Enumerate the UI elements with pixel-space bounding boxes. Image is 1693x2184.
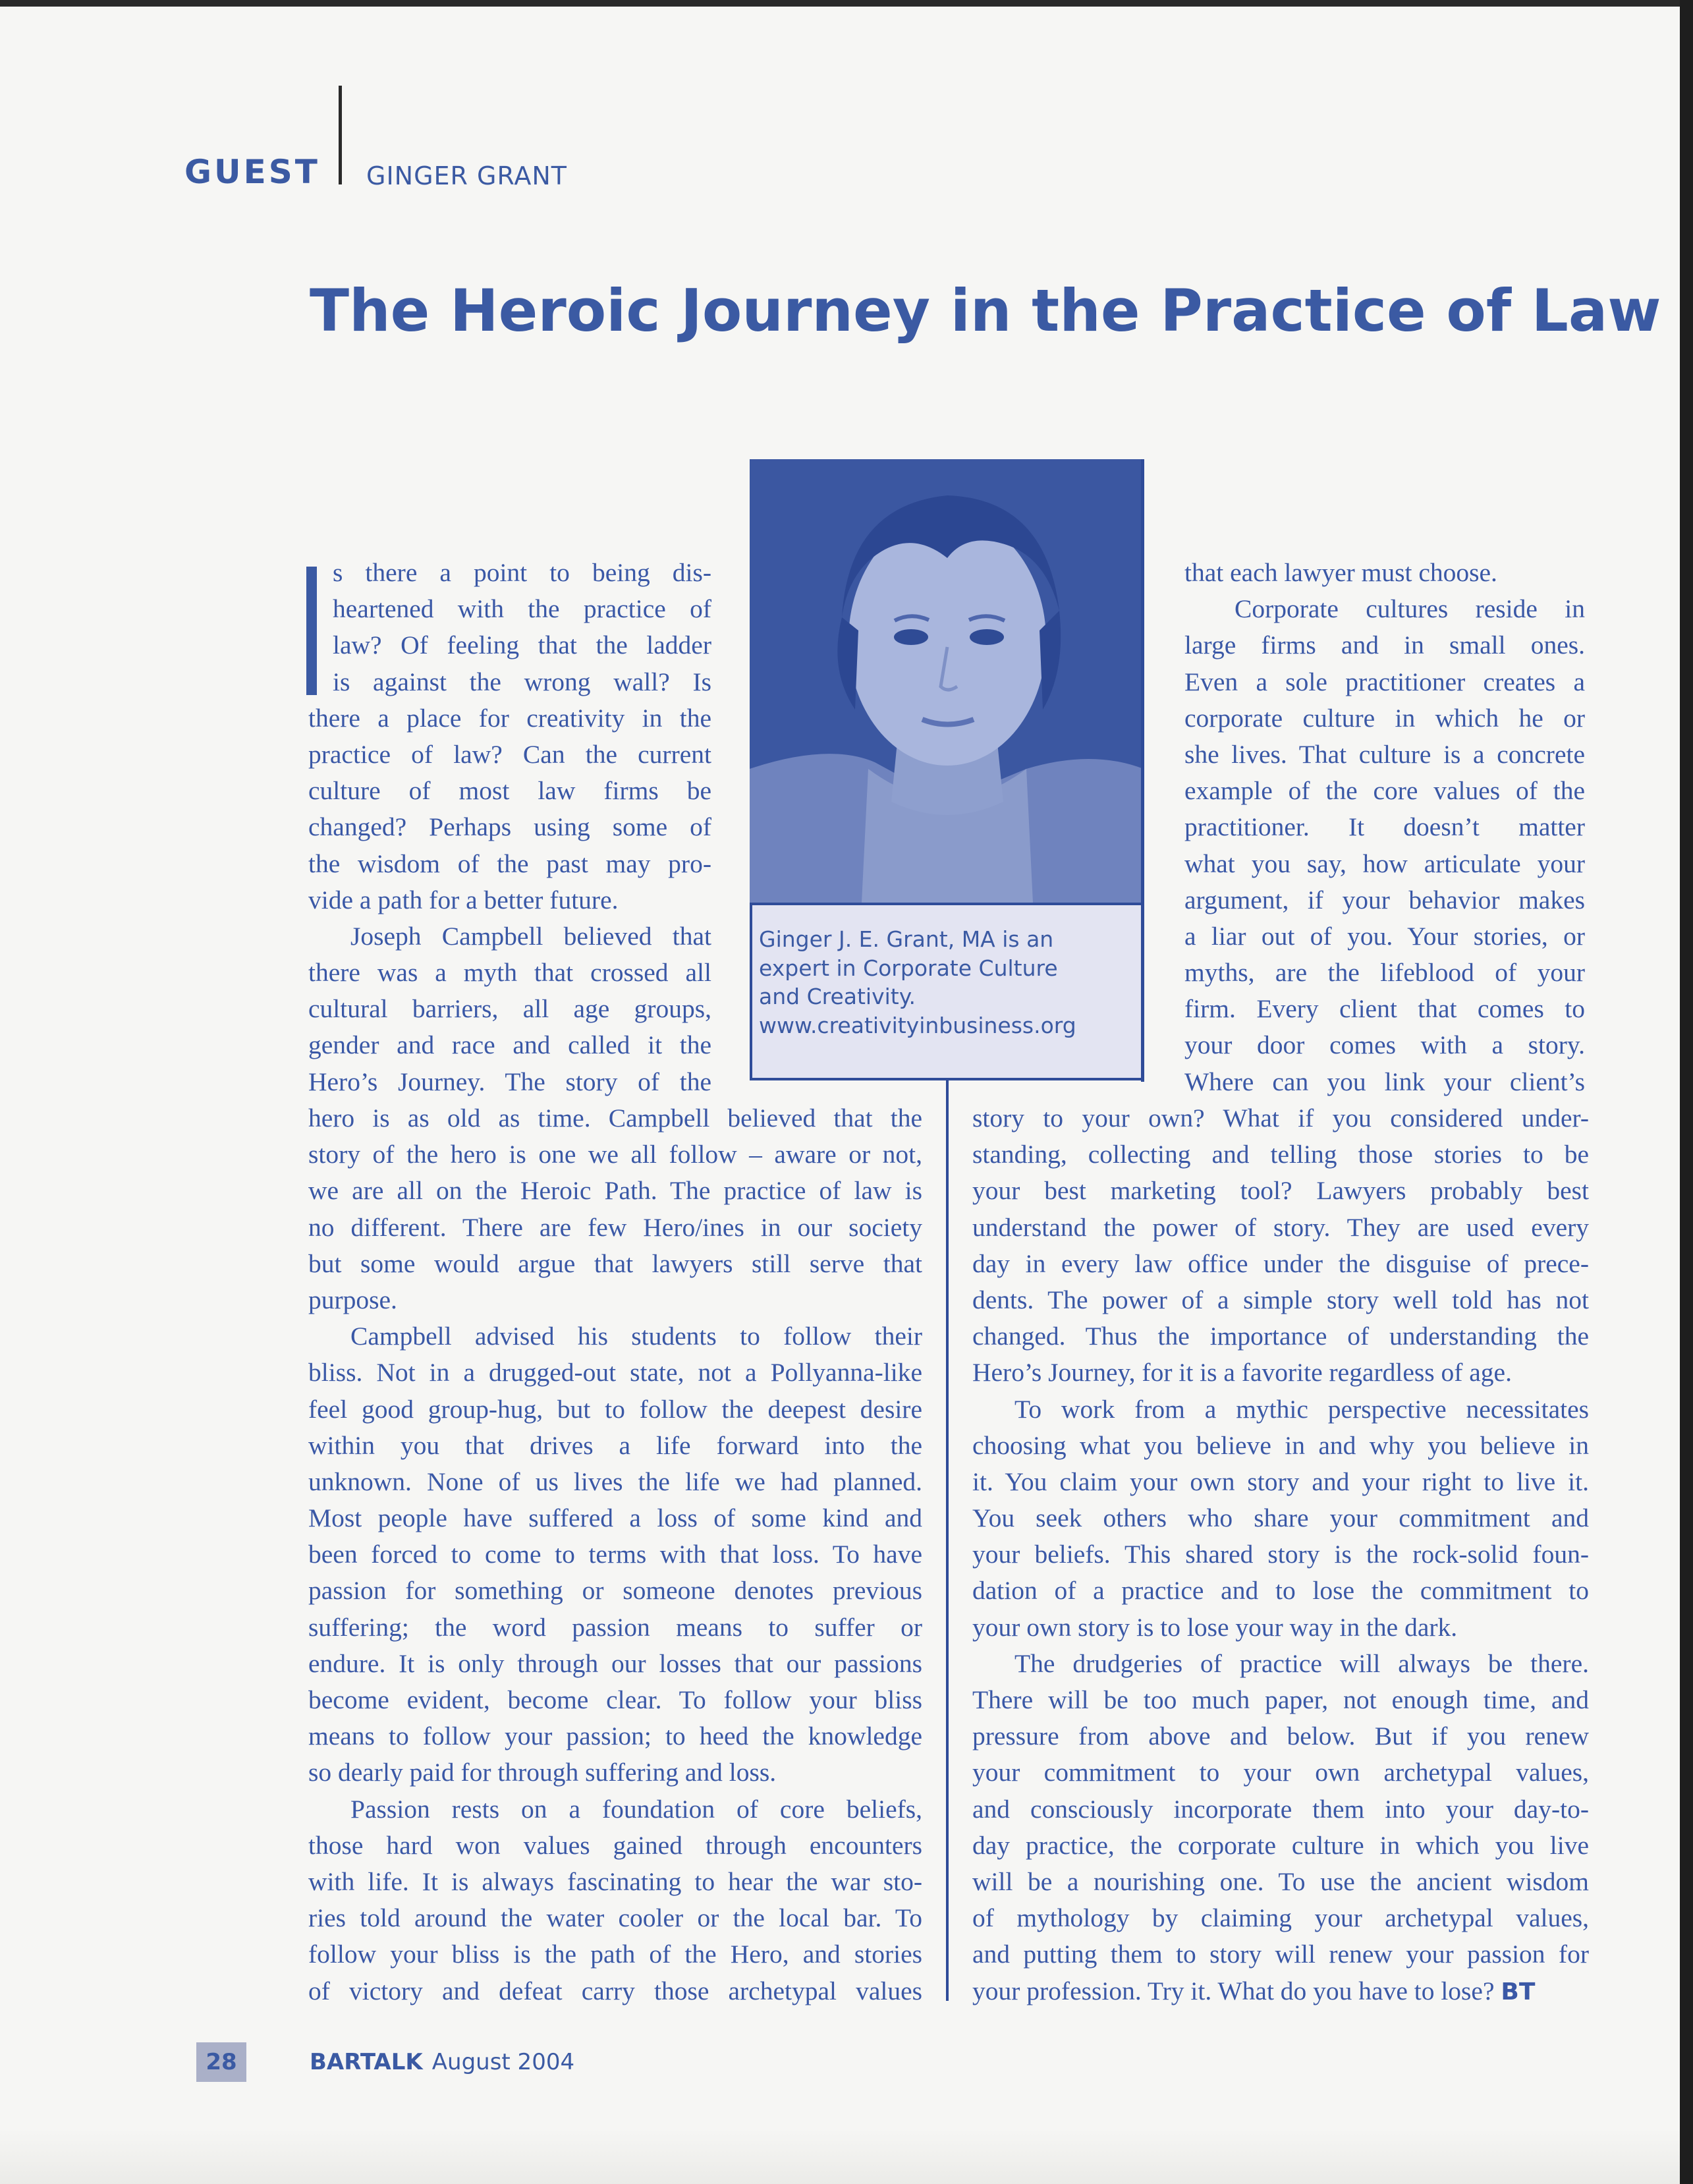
header-divider (339, 86, 342, 184)
caption-line: Ginger J. E. Grant, MA is an (759, 926, 1054, 952)
text-line: there a place for creativity in the (308, 703, 711, 733)
author-bio-caption (750, 903, 1144, 1080)
text-line: Most people have suffered a loss of some kind and (308, 1503, 922, 1533)
text-line: corporate culture in which he or (1184, 703, 1585, 733)
text-line: practitioner. It doesn’t matter (1184, 812, 1585, 842)
text-line-last (972, 1973, 1589, 2009)
text-line: culture of most law firms be (308, 776, 711, 806)
sidebar-rule (1141, 459, 1144, 1082)
text-line: become evident, become clear. To follow your bliss (308, 1685, 922, 1714)
bottom-margin (0, 2128, 1680, 2184)
text-line: There will be too much paper, not enough time, and (972, 1685, 1589, 1714)
text-line: heartened with the practice of (333, 594, 711, 624)
text-line: and putting them to story will renew your passion for (972, 1940, 1589, 1969)
text-line: Campbell advised his students to follow their (350, 1322, 922, 1351)
text-line: Hero’s Journey. The story of the (308, 1067, 711, 1096)
text-line: she lives. That culture is a concrete (1184, 739, 1585, 769)
text-line: but some would argue that lawyers still serve that (308, 1248, 922, 1278)
author-photo (750, 459, 1144, 903)
text-line: what you say, how articulate your (1184, 849, 1585, 878)
text-line: unknown. None of us lives the life we had planned. (308, 1467, 922, 1496)
page-number: 28 (196, 2042, 246, 2082)
text-line: your own story is to lose your way in the dark. (972, 1612, 1458, 1642)
text-line: feel good group-hug, but to follow the deepest desire (308, 1394, 922, 1424)
text-line: vide a path for a better future. (308, 885, 619, 914)
text-line: Joseph Campbell believed that (350, 921, 711, 951)
text-line: Corporate cultures reside in (1235, 594, 1585, 624)
caption-line: expert in Corporate Culture (759, 955, 1058, 981)
column-1-wrap-top (333, 555, 711, 700)
text-line: The drudgeries of practice will always be there. (1014, 1648, 1589, 1678)
author-name: GINGER GRANT (366, 161, 567, 190)
text-line: Hero’s Journey, for it is a favorite regardless of age. (972, 1358, 1512, 1387)
right-edge (1680, 0, 1693, 2184)
column-2-lower (972, 1100, 1589, 2009)
text-line: and consciously incorporate them into your day-to- (972, 1794, 1589, 1824)
text-line: follow your bliss is the path of the Hero, and stories (308, 1940, 922, 1969)
caption-line: and Creativity. (759, 984, 916, 1010)
text-line: of victory and defeat carry those archetypal values (308, 1976, 922, 2005)
text-line: example of the core values of the (1184, 776, 1585, 806)
column-2-upper (1184, 555, 1585, 1100)
text-line: so dearly paid for through suffering and loss. (308, 1758, 777, 1787)
text-line: there was a myth that crossed all (308, 958, 711, 988)
text-line: those hard won values gained through encounters (308, 1830, 922, 1860)
text-line: purpose. (308, 1285, 397, 1314)
text-line: your beliefs. This shared story is the rock-solid foun- (972, 1540, 1589, 1569)
text-line: day practice, the corporate culture in which you live (972, 1830, 1589, 1860)
text-line: dation of a practice and to lose the commitment to (972, 1576, 1589, 1606)
text-line: Even a sole practitioner creates a (1184, 667, 1585, 696)
text-line: understand the power of story. They are used every (972, 1212, 1589, 1242)
text-line: your profession. Try it. What do you have to lose? (972, 1976, 1495, 2005)
text-line: large firms and in small ones. (1184, 630, 1585, 660)
text-line: will be a nourishing one. To use the ancient wisdom (972, 1866, 1589, 1896)
text-line: day in every law office under the disguise of prece- (972, 1248, 1589, 1278)
text-line: changed. Thus the importance of understanding the (972, 1322, 1589, 1351)
text-line: practice of law? Can the current (308, 739, 711, 769)
text-line: your commitment to your own archetypal values, (972, 1758, 1589, 1787)
text-line: suffering; the word passion means to suffer or (308, 1612, 922, 1642)
text-line: changed? Perhaps using some of (308, 812, 711, 842)
text-line: we are all on the Heroic Path. The practice of law is (308, 1176, 922, 1206)
text-line: hero is as old as time. Campbell believed that the (308, 1104, 922, 1133)
text-line: endure. It is only through our losses that our passions (308, 1648, 922, 1678)
text-line: argument, if your behavior makes (1184, 885, 1585, 914)
text-line: story to your own? What if you considered under- (972, 1104, 1589, 1133)
text-line: the wisdom of the past may pro- (308, 849, 711, 878)
issue-date: August 2004 (431, 2049, 575, 2075)
column-1-lower (308, 1100, 922, 2009)
text-line: means to follow your passion; to heed the knowledge (308, 1722, 922, 1751)
drop-cap-I (306, 567, 317, 695)
text-line: a liar out of you. Your stories, or (1184, 921, 1585, 951)
text-line: with life. It is always fascinating to hear the war sto- (308, 1866, 922, 1896)
column-rule (946, 1080, 949, 2001)
footer-publication (310, 2049, 574, 2075)
text-line: Where can you link your client’s (1184, 1067, 1585, 1096)
text-line: standing, collecting and telling those stories to be (972, 1140, 1589, 1169)
text-line: that each lawyer must choose. (1184, 558, 1497, 587)
text-line: choosing what you believe in and why you believe in (972, 1430, 1589, 1460)
column-1-upper (308, 700, 711, 1100)
text-line: passion for something or someone denotes previous (308, 1576, 922, 1606)
text-line: bliss. Not in a drugged-out state, not a Pollyanna-like (308, 1358, 922, 1387)
text-line: To work from a mythic perspective necessitates (1014, 1394, 1589, 1424)
text-line: your door comes with a story. (1184, 1030, 1585, 1060)
text-line: law? Of feeling that the ladder (333, 630, 711, 660)
text-line: been forced to come to terms with that loss. To have (308, 1540, 922, 1569)
text-line: Passion rests on a foundation of core beliefs, (350, 1794, 922, 1824)
end-mark: BT (1501, 1978, 1536, 2005)
text-line: it. You claim your own story and your right to live it. (972, 1467, 1589, 1496)
text-line: pressure from above and below. But if you renew (972, 1722, 1589, 1751)
text-line: of mythology by claiming your archetypal values, (972, 1903, 1589, 1933)
text-line: is against the wrong wall? Is (333, 667, 711, 696)
text-line: gender and race and called it the (308, 1030, 711, 1060)
portrait-image (750, 459, 1144, 903)
text-line: story of the hero is one we all follow – aware or not, (308, 1140, 922, 1169)
publication-name: BARTALK (310, 2049, 423, 2075)
text-line: no different. There are few Hero/ines in our society (308, 1212, 922, 1242)
text-line: your best marketing tool? Lawyers probably best (972, 1176, 1589, 1206)
section-label: GUEST (184, 153, 320, 191)
top-edge (0, 0, 1693, 7)
article-title: The Heroic Journey in the Practice of Law (310, 277, 1661, 345)
caption-website: www.creativityinbusiness.org (759, 1012, 1076, 1038)
text-line: You seek others who share your commitment and (972, 1503, 1589, 1533)
text-line: ries told around the water cooler or the local bar. To (308, 1903, 922, 1933)
text-line: s there a point to being dis- (333, 558, 711, 587)
text-line: myths, are the lifeblood of your (1184, 958, 1585, 988)
text-line: within you that drives a life forward into the (308, 1430, 922, 1460)
text-line: firm. Every client that comes to (1184, 994, 1585, 1024)
text-line: cultural barriers, all age groups, (308, 994, 711, 1024)
text-line: dents. The power of a simple story well told has not (972, 1285, 1589, 1314)
